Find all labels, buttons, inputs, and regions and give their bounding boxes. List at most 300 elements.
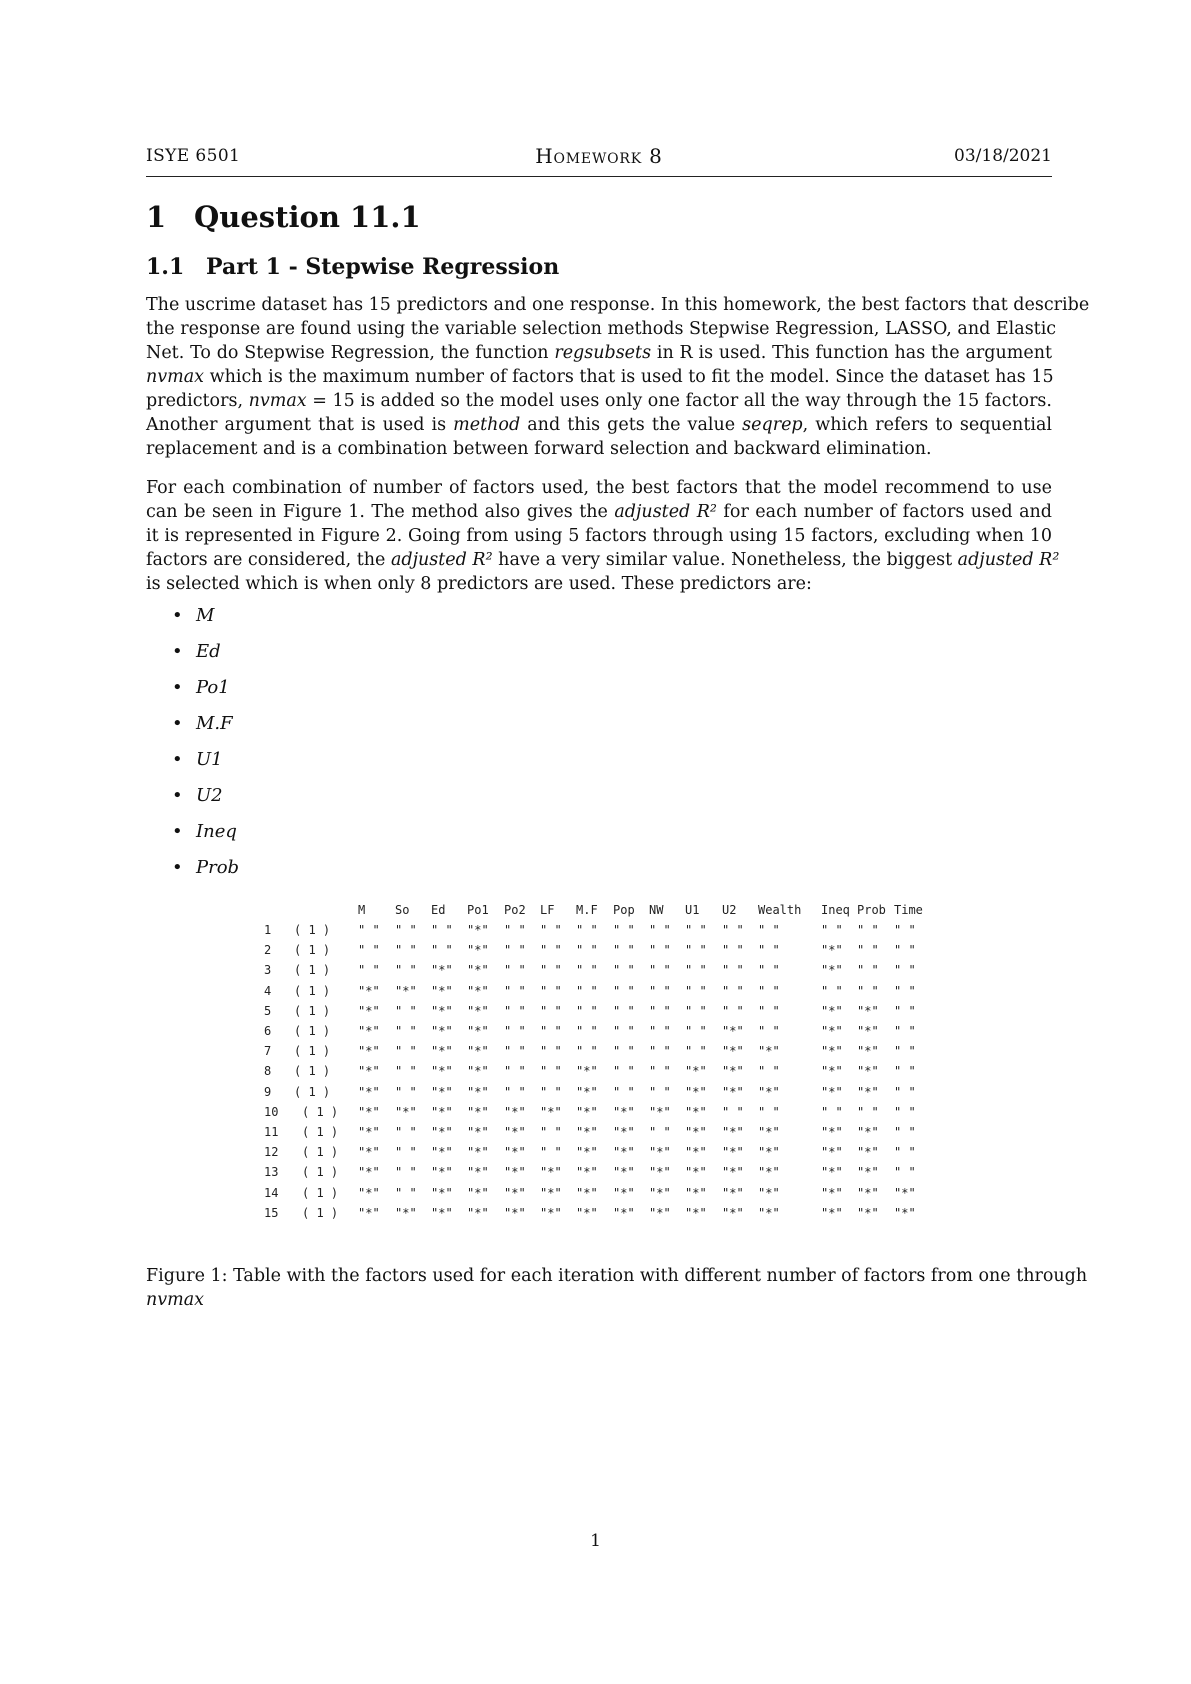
table-cell: "*" <box>758 1084 780 1099</box>
table-cell: "*" <box>685 1165 707 1180</box>
table-cell: "*" <box>821 1024 843 1038</box>
list-item <box>172 820 239 856</box>
table-cell: " " <box>540 963 562 978</box>
table-cell: " " <box>504 1064 526 1079</box>
row-label: 11 <box>264 1125 279 1139</box>
table-cell: "*" <box>821 1003 843 1018</box>
table-cell: " " <box>722 923 744 937</box>
table-cell: "*" <box>431 1064 453 1079</box>
table-cell: " " <box>395 1185 417 1200</box>
table-cell: " " <box>649 1084 671 1099</box>
table-cell: "*" <box>758 1165 780 1180</box>
table-cell: "*" <box>857 1145 879 1160</box>
column-header: Pop <box>613 903 635 917</box>
italic-term: nvmax <box>146 367 205 387</box>
row-suffix: ( 1 ) <box>302 1165 339 1180</box>
section-number: 1 <box>146 200 167 234</box>
table-cell: " " <box>894 923 916 937</box>
table-cell: " " <box>649 1064 671 1079</box>
table-cell: "*" <box>467 1084 489 1099</box>
table-cell: "*" <box>857 1024 879 1038</box>
table-cell: "*" <box>821 1185 843 1200</box>
column-header: Ed <box>431 903 446 917</box>
table-cell: " " <box>395 923 417 937</box>
predictor-name: Ed <box>196 641 221 662</box>
table-cell: "*" <box>613 1205 635 1220</box>
table-cell: " " <box>504 943 526 958</box>
text-line <box>146 437 1052 461</box>
document-title: Homework 8 <box>535 144 663 168</box>
table-cell: " " <box>395 1003 417 1018</box>
list-item <box>172 640 239 676</box>
text-run: Another argument that is used is <box>146 415 454 435</box>
table-cell: "*" <box>467 1185 489 1200</box>
table-cell: "*" <box>431 1205 453 1220</box>
table-cell: "*" <box>576 1145 598 1160</box>
table-cell: " " <box>758 1064 780 1079</box>
text-line <box>146 1288 1052 1312</box>
column-header: Prob <box>857 903 886 917</box>
table-cell: " " <box>685 923 707 937</box>
table-cell: "*" <box>467 1044 489 1059</box>
table-cell: " " <box>758 983 780 998</box>
table-cell: "*" <box>358 1145 380 1160</box>
table-cell: "*" <box>358 1024 380 1038</box>
table-cell: " " <box>395 943 417 958</box>
table-cell: "*" <box>576 1064 598 1079</box>
table-cell: "*" <box>722 1205 744 1220</box>
table-cell: " " <box>857 1104 879 1119</box>
text-run: it is represented in Figure 2. Going from using 5 factors through using 15 factors, excluding when 10 <box>146 526 1052 546</box>
table-cell: " " <box>894 1064 916 1079</box>
table-cell: "*" <box>722 1165 744 1180</box>
row-suffix: ( 1 ) <box>294 1064 331 1079</box>
table-cell: "*" <box>431 1185 453 1200</box>
column-header: Time <box>894 903 923 917</box>
row-label: 15 <box>264 1205 279 1220</box>
table-cell: " " <box>540 1064 562 1079</box>
table-cell: " " <box>649 983 671 998</box>
row-suffix: ( 1 ) <box>294 1084 331 1099</box>
text-line <box>146 389 1052 413</box>
table-cell: " " <box>821 1104 843 1119</box>
table-cell: "*" <box>467 923 489 937</box>
table-cell: "*" <box>467 983 489 998</box>
table-cell: "*" <box>467 1125 489 1139</box>
table-cell: "*" <box>467 1145 489 1160</box>
table-cell: " " <box>722 1003 744 1018</box>
text-run: Figure 1: Table with the factors used for each iteration with different number of factors from one through <box>146 1266 1088 1286</box>
table-cell: "*" <box>821 1044 843 1059</box>
table-cell: "*" <box>395 983 417 998</box>
subsection-number: 1.1 <box>146 254 185 280</box>
table-cell: "*" <box>649 1165 671 1180</box>
document-date: 03/18/2021 <box>954 146 1052 166</box>
predictor-name: U2 <box>196 785 223 806</box>
table-cell: " " <box>649 1024 671 1038</box>
table-cell: " " <box>894 1084 916 1099</box>
table-cell: "*" <box>722 1185 744 1200</box>
predictor-name: M.F <box>196 713 233 734</box>
course-code: ISYE 6501 <box>146 146 241 166</box>
table-cell: "*" <box>540 1165 562 1180</box>
table-cell: "*" <box>857 1165 879 1180</box>
table-cell: " " <box>613 923 635 937</box>
table-cell: " " <box>576 923 598 937</box>
row-suffix: ( 1 ) <box>302 1125 339 1139</box>
table-cell: "*" <box>358 1185 380 1200</box>
italic-term: nvmax <box>146 1290 205 1310</box>
table-cell: " " <box>576 1003 598 1018</box>
column-header: Wealth <box>758 903 802 917</box>
table-cell: "*" <box>613 1104 635 1119</box>
bullet-icon: • <box>172 677 183 698</box>
row-label: 2 <box>264 943 272 958</box>
table-cell: " " <box>758 963 780 978</box>
table-cell: "*" <box>613 1125 635 1139</box>
text-run: , which refers to sequential <box>802 415 1052 435</box>
table-cell: "*" <box>540 1205 562 1220</box>
table-cell: " " <box>857 923 879 937</box>
column-header: Po2 <box>504 903 526 917</box>
table-cell: "*" <box>358 1205 380 1220</box>
row-suffix: ( 1 ) <box>302 1185 339 1200</box>
table-cell: " " <box>395 1165 417 1180</box>
table-cell: "*" <box>467 963 489 978</box>
table-cell: "*" <box>504 1205 526 1220</box>
row-label: 5 <box>264 1003 272 1018</box>
text-line <box>146 413 1052 437</box>
table-cell: " " <box>894 1024 916 1038</box>
table-cell: " " <box>540 1145 562 1160</box>
section-heading <box>146 200 421 234</box>
table-cell: "*" <box>722 1125 744 1139</box>
table-cell: "*" <box>576 1205 598 1220</box>
table-cell: "*" <box>894 1205 916 1220</box>
table-cell: "*" <box>540 1104 562 1119</box>
text-line <box>146 476 1052 500</box>
bullet-icon: • <box>172 821 183 842</box>
table-cell: "*" <box>358 1003 380 1018</box>
table-cell: "*" <box>540 1185 562 1200</box>
table-cell: "*" <box>685 1104 707 1119</box>
row-suffix: ( 1 ) <box>302 1104 339 1119</box>
text-line <box>146 1264 1088 1288</box>
row-label: 1 <box>264 923 272 937</box>
column-header: LF <box>540 903 555 917</box>
table-cell: " " <box>722 943 744 958</box>
table-cell: " " <box>894 943 916 958</box>
table-cell: " " <box>894 1003 916 1018</box>
text-run: Net. To do Stepwise Regression, the function <box>146 343 555 363</box>
table-cell: " " <box>395 1024 417 1038</box>
table-cell: " " <box>395 1125 417 1139</box>
italic-term: adjusted R² <box>614 502 717 522</box>
table-cell: "*" <box>467 1024 489 1038</box>
table-cell: "*" <box>685 1205 707 1220</box>
table-cell: "*" <box>431 1145 453 1160</box>
text-run: and this gets the value <box>520 415 743 435</box>
table-cell: " " <box>649 943 671 958</box>
table-cell: " " <box>894 983 916 998</box>
table-cell: "*" <box>821 1084 843 1099</box>
row-label: 8 <box>264 1064 272 1079</box>
list-item <box>172 748 239 784</box>
list-item <box>172 856 239 892</box>
table-cell: "*" <box>857 1003 879 1018</box>
table-cell: " " <box>395 1145 417 1160</box>
table-cell: "*" <box>358 1044 380 1059</box>
italic-term: seqrep <box>742 415 803 435</box>
table-cell: "*" <box>358 1104 380 1119</box>
table-cell: "*" <box>821 1205 843 1220</box>
table-cell: "*" <box>431 963 453 978</box>
table-cell: "*" <box>358 983 380 998</box>
table-cell: " " <box>540 1003 562 1018</box>
italic-term: adjusted R² <box>390 550 493 570</box>
table-cell: " " <box>758 923 780 937</box>
table-cell: " " <box>649 923 671 937</box>
text-run: which is the maximum number of factors that is used to fit the model. Since the dataset has 15 <box>204 367 1054 387</box>
table-cell: " " <box>540 943 562 958</box>
text-run: For each combination of number of factors used, the best factors that the model recommend to use <box>146 478 1052 498</box>
predictor-name: M <box>196 605 215 626</box>
row-suffix: ( 1 ) <box>294 1044 331 1059</box>
table-cell: " " <box>395 1064 417 1079</box>
table-cell: "*" <box>758 1125 780 1139</box>
text-line <box>146 500 1052 524</box>
table-cell: " " <box>894 1145 916 1160</box>
subsection-heading <box>146 254 559 280</box>
row-suffix: ( 1 ) <box>294 963 331 978</box>
table-cell: " " <box>613 1044 635 1059</box>
table-cell: " " <box>540 1024 562 1038</box>
row-label: 13 <box>264 1165 279 1180</box>
table-cell: "*" <box>395 1104 417 1119</box>
table-cell: " " <box>613 1064 635 1079</box>
table-cell: "*" <box>576 1125 598 1139</box>
column-header: U2 <box>722 903 737 917</box>
table-cell: "*" <box>395 1205 417 1220</box>
table-cell: " " <box>504 1044 526 1059</box>
column-header: Ineq <box>821 903 850 917</box>
row-label: 7 <box>264 1044 272 1059</box>
table-cell: "*" <box>758 1145 780 1160</box>
table-cell: "*" <box>857 1185 879 1200</box>
table-cell: "*" <box>504 1145 526 1160</box>
figure-1-caption <box>146 1264 1088 1312</box>
table-cell: "*" <box>467 943 489 958</box>
table-cell: " " <box>576 983 598 998</box>
bullet-icon: • <box>172 605 183 626</box>
table-cell: "*" <box>431 1044 453 1059</box>
table-cell: "*" <box>821 1125 843 1139</box>
predictor-name: Ineq <box>196 821 237 842</box>
predictor-list <box>172 604 239 892</box>
table-cell: "*" <box>649 1104 671 1119</box>
table-cell: " " <box>894 1104 916 1119</box>
table-cell: "*" <box>857 1044 879 1059</box>
table-cell: "*" <box>857 1125 879 1139</box>
column-header: U1 <box>685 903 700 917</box>
table-cell: " " <box>613 963 635 978</box>
list-item <box>172 604 239 640</box>
list-item <box>172 676 239 712</box>
column-header: So <box>395 903 410 917</box>
list-item <box>172 784 239 820</box>
table-cell: " " <box>857 943 879 958</box>
table-cell: " " <box>395 1084 417 1099</box>
table-cell: "*" <box>467 1104 489 1119</box>
table-cell: " " <box>758 1003 780 1018</box>
table-cell: "*" <box>431 1104 453 1119</box>
table-cell: " " <box>540 1125 562 1139</box>
row-label: 3 <box>264 963 272 978</box>
table-cell: " " <box>504 983 526 998</box>
table-cell: "*" <box>431 983 453 998</box>
table-cell: " " <box>358 943 380 958</box>
row-label: 12 <box>264 1145 279 1160</box>
table-cell: "*" <box>722 1024 744 1038</box>
table-cell: " " <box>722 1104 744 1119</box>
table-cell: " " <box>758 1104 780 1119</box>
table-cell: " " <box>504 1084 526 1099</box>
table-cell: "*" <box>722 1084 744 1099</box>
table-cell: "*" <box>504 1165 526 1180</box>
table-cell: "*" <box>358 1084 380 1099</box>
section-title: Question 11.1 <box>194 200 421 234</box>
table-cell: "*" <box>431 1003 453 1018</box>
table-cell: "*" <box>649 1205 671 1220</box>
row-suffix: ( 1 ) <box>294 1024 331 1038</box>
table-cell: "*" <box>685 1145 707 1160</box>
text-run: The uscrime dataset has 15 predictors and one response. In this homework, the best factors that describe <box>146 295 1090 315</box>
text-run: factors are considered, the <box>146 550 391 570</box>
column-header: NW <box>649 903 664 917</box>
row-label: 6 <box>264 1024 272 1038</box>
table-cell: "*" <box>685 1185 707 1200</box>
table-cell: " " <box>613 1084 635 1099</box>
table-cell: "*" <box>431 1125 453 1139</box>
table-cell: "*" <box>821 1145 843 1160</box>
text-run: have a very similar value. Nonetheless, the biggest <box>492 550 958 570</box>
table-cell: " " <box>613 983 635 998</box>
table-cell: "*" <box>467 1064 489 1079</box>
text-line <box>146 293 1090 317</box>
table-cell: "*" <box>821 1064 843 1079</box>
table-cell: "*" <box>722 1145 744 1160</box>
table-cell: "*" <box>758 1185 780 1200</box>
table-cell: " " <box>613 1024 635 1038</box>
bullet-icon: • <box>172 857 183 878</box>
table-cell: "*" <box>358 1064 380 1079</box>
predictor-name: U1 <box>196 749 223 770</box>
table-cell: "*" <box>857 1205 879 1220</box>
table-cell: " " <box>857 983 879 998</box>
table-cell: "*" <box>431 1084 453 1099</box>
table-cell: " " <box>504 923 526 937</box>
row-label: 9 <box>264 1084 272 1099</box>
table-cell: " " <box>685 943 707 958</box>
text-line <box>146 341 1052 365</box>
row-suffix: ( 1 ) <box>294 923 331 937</box>
table-cell: "*" <box>467 1003 489 1018</box>
table-cell: " " <box>613 1003 635 1018</box>
table-cell: "*" <box>613 1185 635 1200</box>
column-header: Po1 <box>467 903 489 917</box>
text-line <box>146 548 1060 572</box>
table-cell: " " <box>431 943 453 958</box>
table-cell: "*" <box>358 1165 380 1180</box>
table-cell: "*" <box>576 1165 598 1180</box>
table-cell: " " <box>540 1044 562 1059</box>
table-cell: " " <box>685 963 707 978</box>
table-cell: " " <box>758 1024 780 1038</box>
row-suffix: ( 1 ) <box>294 943 331 958</box>
table-cell: " " <box>540 923 562 937</box>
paragraph-adjusted-r2 <box>146 476 1060 596</box>
table-cell: " " <box>504 963 526 978</box>
table-cell: "*" <box>685 1084 707 1099</box>
table-cell: " " <box>685 1044 707 1059</box>
table-cell: "*" <box>358 1125 380 1139</box>
row-suffix: ( 1 ) <box>294 1003 331 1018</box>
table-cell: " " <box>722 983 744 998</box>
table-cell: " " <box>613 943 635 958</box>
table-cell: " " <box>576 943 598 958</box>
table-cell: "*" <box>649 1185 671 1200</box>
table-cell: "*" <box>576 1104 598 1119</box>
table-cell: "*" <box>821 943 843 958</box>
row-label: 14 <box>264 1185 279 1200</box>
table-cell: " " <box>540 1084 562 1099</box>
bullet-icon: • <box>172 713 183 734</box>
table-cell: "*" <box>613 1145 635 1160</box>
italic-term: adjusted R² <box>957 550 1060 570</box>
table-cell: " " <box>821 923 843 937</box>
text-line <box>146 365 1052 389</box>
table-cell: " " <box>685 983 707 998</box>
list-item <box>172 712 239 748</box>
bullet-icon: • <box>172 641 183 662</box>
predictor-name: Prob <box>196 857 240 878</box>
table-cell: "*" <box>431 1165 453 1180</box>
table-cell: " " <box>576 1024 598 1038</box>
row-suffix: ( 1 ) <box>302 1145 339 1160</box>
table-cell: "*" <box>758 1205 780 1220</box>
table-cell: "*" <box>821 963 843 978</box>
table-cell: " " <box>649 1044 671 1059</box>
text-run: is selected which is when only 8 predictors are used. These predictors are: <box>146 574 812 594</box>
text-run: = 15 is added so the model uses only one factor all the way through the 15 factors. <box>306 391 1052 411</box>
table-cell: " " <box>358 963 380 978</box>
table-cell: " " <box>576 1044 598 1059</box>
italic-term: nvmax <box>248 391 307 411</box>
table-cell: "*" <box>685 1125 707 1139</box>
table-cell: " " <box>649 963 671 978</box>
row-suffix: ( 1 ) <box>294 983 331 998</box>
table-cell: "*" <box>576 1084 598 1099</box>
table-cell: "*" <box>685 1064 707 1079</box>
table-cell: " " <box>894 1125 916 1139</box>
table-cell: "*" <box>821 1165 843 1180</box>
row-label: 4 <box>264 983 272 998</box>
table-cell: " " <box>685 1003 707 1018</box>
table-cell: " " <box>758 943 780 958</box>
table-cell: "*" <box>894 1185 916 1200</box>
page-header <box>146 146 1052 177</box>
table-cell: " " <box>685 1024 707 1038</box>
